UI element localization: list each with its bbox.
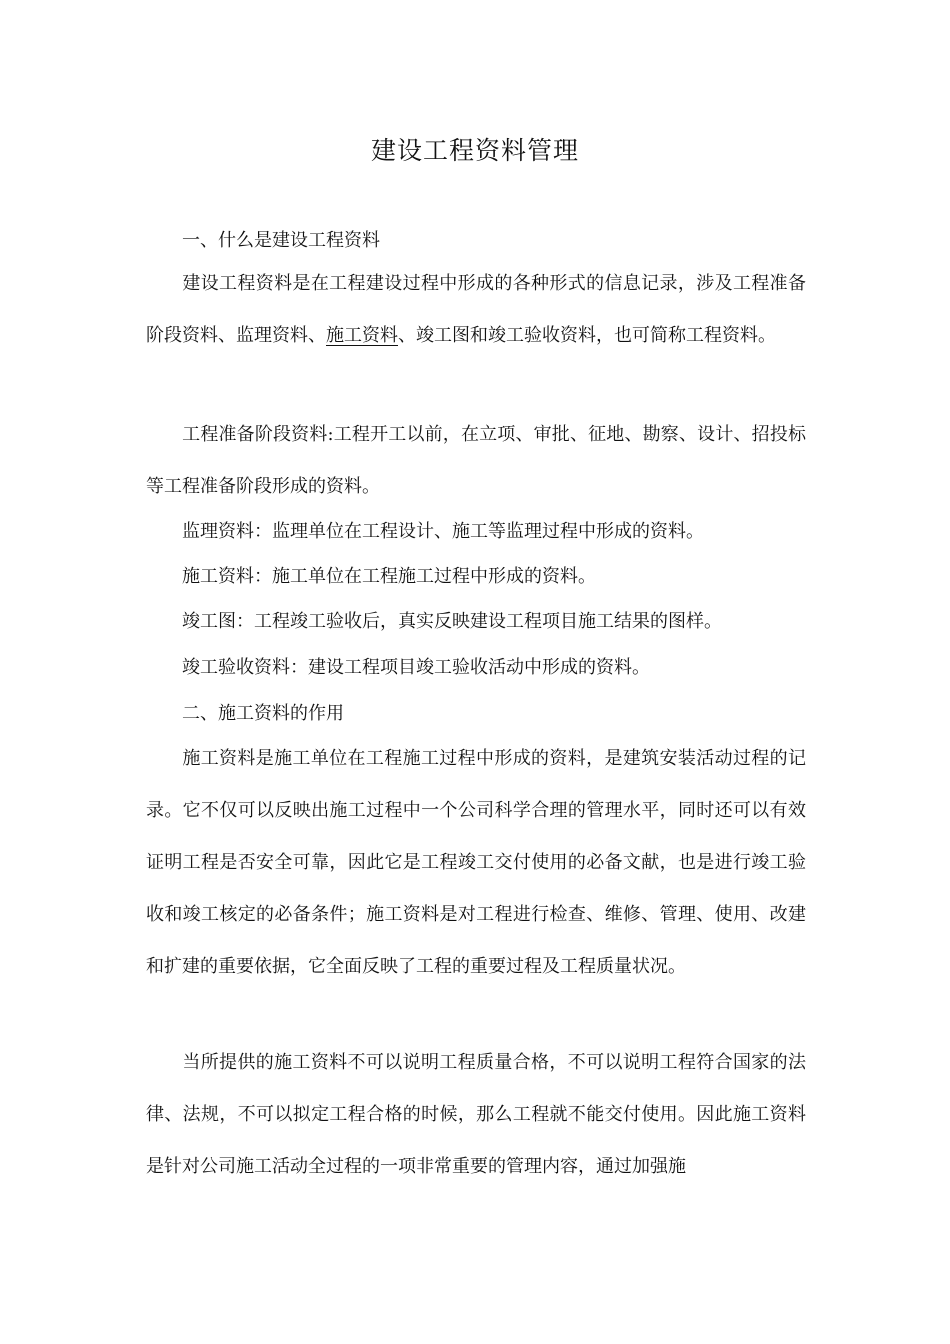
paragraph-acceptance: [146, 644, 806, 691]
construction-data-link[interactable]: 施工资料: [326, 325, 398, 346]
paragraph-supervision: [146, 508, 806, 555]
paragraph-preparation-stage-text: 工程准备阶段资料:工程开工以前，在立项、审批、征地、勘察、设计、招投标等工程准备阶段形成的资料。: [146, 424, 806, 497]
section-heading-2: [146, 690, 806, 737]
section-heading-1-text: 一、什么是建设工程资料: [182, 230, 380, 251]
paragraph-preparation-stage: [146, 409, 806, 513]
paragraph-supervision-text: 监理资料：监理单位在工程设计、施工等监理过程中形成的资料。: [182, 521, 704, 542]
paragraph-as-built-drawing: [146, 598, 806, 645]
paragraph-definition: [146, 258, 806, 362]
document-title: 建设工程资料管理: [370, 136, 579, 165]
paragraph-importance-text: 当所提供的施工资料不可以说明工程质量合格，不可以说明工程符合国家的法律、法规，不可以拟定工程合格的时候，那么工程就不能交付使用。因此施工资料是针对公司施工活动全过程的一项非常重要的管理内容，通过加强施: [146, 1052, 806, 1177]
paragraph-acceptance-text: 竣工验收资料：建设工程项目竣工验收活动中形成的资料。: [182, 657, 650, 678]
paragraph-definition-text-1: 建设工程资料是在工程建设过程中形成的各种形式的信息记录，涉及工程准备阶段资料、监理资料、: [146, 273, 806, 346]
paragraph-role: [146, 733, 806, 993]
paragraph-construction: [146, 553, 806, 600]
paragraph-role-text: 施工资料是施工单位在工程施工过程中形成的资料，是建筑安装活动过程的记录。它不仅可以反映出施工过程中一个公司科学合理的管理水平，同时还可以有效证明工程是否安全可靠，因此它是工程竣工交付使用的必备文献，也是进行竣工验收和竣工核定的必备条件；施工资料是对工程进行检查、维修、管理、使用、改建和扩建的重要依据，它全面反映了工程的重要过程及工程质量状况。: [146, 748, 806, 977]
paragraph-as-built-drawing-text: 竣工图：工程竣工验收后，真实反映建设工程项目施工结果的图样。: [182, 611, 722, 632]
paragraph-importance: [146, 1037, 806, 1193]
section-heading-2-text: 二、施工资料的作用: [182, 703, 344, 724]
paragraph-definition-text-2: 、竣工图和竣工验收资料，也可简称工程资料。: [398, 325, 776, 346]
paragraph-construction-text: 施工资料：施工单位在工程施工过程中形成的资料。: [182, 566, 596, 587]
